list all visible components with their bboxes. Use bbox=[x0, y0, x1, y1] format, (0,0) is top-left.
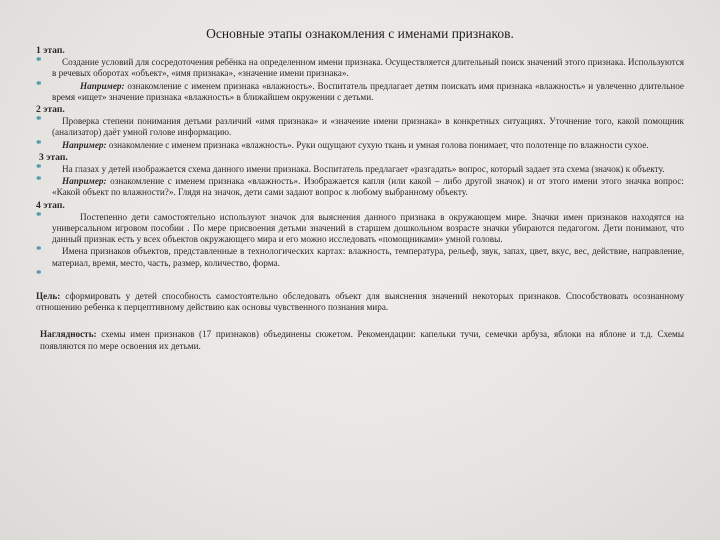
stage-4-label: 4 этап. bbox=[36, 199, 65, 211]
stage-1-text-2: ознакомление с именем признака «влажность». Воспитатель предлагает детям поискать имя признака «влажность» и увлеченно длительное время «ищет» значение признака «влажность» в ближайшем окружении с детьми. bbox=[52, 80, 684, 102]
stage-2-label: 2 этап. bbox=[36, 104, 65, 116]
visual-text: схемы имен признаков (17 признаков) объединены сюжетом. Рекомендации: капельки тучи, семечки арбуза, яблоки на яблоне и т.д. Схемы появляются по мере освоения их детьми. bbox=[40, 329, 684, 351]
bullet-star-icon: * bbox=[36, 78, 42, 91]
stage-3-label: 3 этап. bbox=[39, 151, 68, 163]
stage-4-bullet-3 bbox=[36, 267, 684, 281]
page-title: Основные этапы ознакомления с именами признаков. bbox=[206, 26, 514, 41]
goal-label: Цель: bbox=[36, 291, 61, 302]
bullet-star-icon: * bbox=[36, 55, 42, 68]
stage-1-bullet-2 bbox=[36, 78, 684, 103]
stage-3-bullet-2 bbox=[36, 176, 684, 198]
content-body bbox=[36, 44, 684, 352]
visual-paragraph bbox=[36, 329, 684, 351]
goal-text: сформировать у детей способность самостоятельно обследовать объект для выяснения значений некоторых признаков. Способствовать осознанному отношению ребенка к перцептивному действию как основы чувственного познания мира. bbox=[36, 291, 684, 313]
stage-4-bullet-2 bbox=[36, 246, 684, 268]
example-label: Например: bbox=[62, 139, 107, 150]
stage-1-bullet-1 bbox=[36, 57, 684, 79]
stage-2-text-1: Проверка степени понимания детьми различий «имя признака» и «значение имени признака» в конкретных ситуациях. Уточнение того, какой помощник (анализатор) даёт умной голове информацию. bbox=[52, 116, 684, 138]
stage-4-text-2: Имена признаков объектов, представленные в технологических картах: влажность, температура, рельеф, звук, запах, цвет, вкус, вес, действие, направление, материал, время, место, часть, размер, количество, форма. bbox=[52, 246, 684, 268]
stage-4-bullet-1 bbox=[36, 209, 684, 246]
visual-label: Наглядность: bbox=[40, 329, 97, 340]
bullet-star-icon: * bbox=[36, 267, 42, 280]
bullet-star-icon: * bbox=[36, 137, 42, 150]
stage-3-text-2: ознакомление с именем признака «влажность». Изображается капля (или какой – либо другой значок) и от этого имени этого значка вопрос: «Какой объект по влажности?». Глядя на значок, дети сами задают вопрос к любому выбранному объекту. bbox=[52, 176, 684, 198]
example-label: Например: bbox=[80, 80, 125, 91]
goal-paragraph bbox=[36, 291, 684, 313]
bullet-star-icon: * bbox=[36, 162, 42, 175]
bullet-star-icon: * bbox=[36, 209, 42, 222]
stage-4-text-1: Постепенно дети самостоятельно используют значок для выяснения данного признака в окружающем мире. Значки имен признаков находятся на универсальном игровом пособии . По мере присвоения детьми значений в старшем дошкольном возрасте значки убираются педагогом. Дети понимают, что данный признак есть у всех объектов окружающего мира и его можно исследовать «помощниками» умной головы. bbox=[52, 211, 684, 245]
stage-3-bullet-1 bbox=[36, 164, 684, 175]
bullet-star-icon: * bbox=[36, 174, 42, 187]
stage-3-text-1: На глазах у детей изображается схема данного имени признака. Воспитатель предлагает «разгадать» вопрос, который задает эта схема (значок) к объекту. bbox=[62, 164, 665, 175]
stage-2-bullet-2 bbox=[36, 137, 684, 151]
bullet-star-icon: * bbox=[36, 114, 42, 127]
stage-2-text-2: ознакомление с именем признака «влажность». Руки ощущают сухую ткань и умная голова понимает, что полотенце по влажности сухое. bbox=[106, 139, 649, 150]
stage-2-bullet-1 bbox=[36, 116, 684, 138]
stage-1-text-1: Создание условий для сосредоточения ребёнка на определенном имени признака. Осуществляется длительный поиск значений этого признака. Используются в речевых оборотах «объект», «имя признака», «значение имени признака». bbox=[52, 57, 684, 79]
example-label: Например: bbox=[62, 176, 107, 187]
bullet-star-icon: * bbox=[36, 244, 42, 257]
stage-1-label: 1 этап. bbox=[36, 45, 65, 56]
